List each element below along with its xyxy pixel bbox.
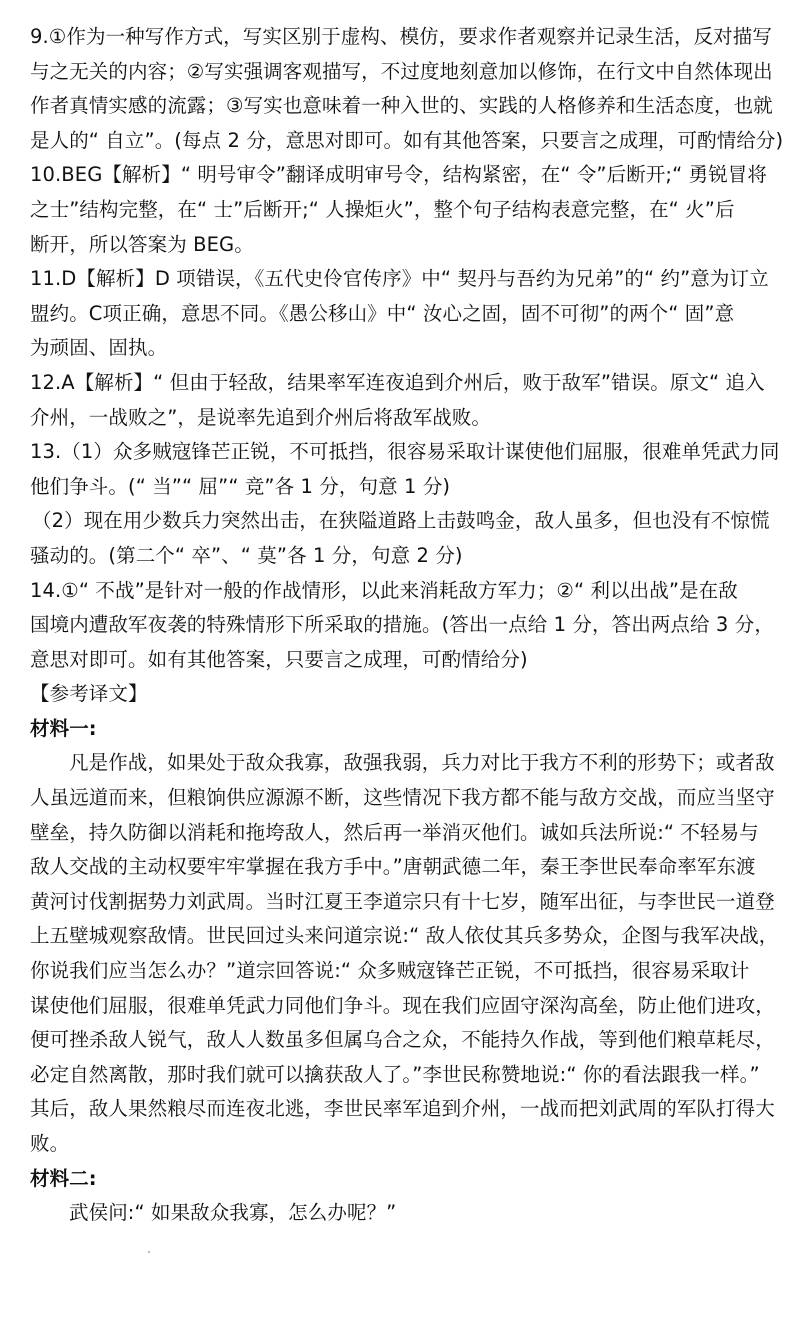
text-line: 9.①作为一种写作方式，写实区别于虚构、模仿，要求作者观察并记录生活，反对描写 bbox=[30, 25, 772, 48]
text-line: 必定自然离散，那时我们就可以擒获敌人了。”李世民称赞地说:“ 你的看法跟我一样。” bbox=[30, 1062, 760, 1086]
text-line: 国境内遭敌军夜袭的特殊情形下所采取的措施。(答出一点给 1 分，答出两点给 3 分， bbox=[30, 613, 774, 637]
text-line: 意思对即可。如有其他答案，只要言之成理，可酌情给分) bbox=[30, 647, 528, 671]
text-line: 便可挫杀敌人锐气，敌人人数虽多但属乌合之众，不能持久作战，等到他们粮草耗尽， bbox=[30, 1028, 775, 1052]
text-line: 盟约。C项正确，意思不同。《愚公移山》中“ 汝心之固，固不可彻”的两个“ 固”意 bbox=[30, 301, 735, 325]
paragraph-first-line: 武侯问:“ 如果敌众我寡，怎么办呢？” bbox=[69, 1201, 397, 1225]
scan-speck bbox=[148, 1251, 150, 1253]
text-line: 之士”结构完整，在“ 士”后断开;“ 人操炬火”，整个句子结构表意完整，在“ 火”后 bbox=[30, 197, 735, 221]
text-line: 10.BEG【解析】“ 明号审令”翻译成明审号令，结构紧密，在“ 令”后断开;“ 勇锐冒将 bbox=[30, 163, 767, 187]
text-line: 与之无关的内容；②写实强调客观描写，不过度地刻意加以修饰，在行文中自然体现出 bbox=[30, 59, 773, 83]
material-heading: 材料二: bbox=[30, 1166, 97, 1190]
text-line: 他们争斗。(“ 当”“ 屈”“ 竞”各 1 分，句意 1 分) bbox=[30, 474, 451, 498]
text-line: 黄河讨伐割据势力刘武周。当时江夏王李道宗只有十七岁，随军出征，与李世民一道登 bbox=[30, 889, 775, 913]
text-line: 谋使他们屈服，很难单凭武力同他们争斗。现在我们应固守深沟高垒，防止他们进攻， bbox=[30, 993, 775, 1017]
answer-key-page bbox=[30, 20, 784, 1231]
text-line: 断开，所以答案为 BEG。 bbox=[30, 232, 254, 256]
text-line: 是人的“ 自立”。(每点 2 分，意思对即可。如有其他答案，只要言之成理，可酌情给分) bbox=[30, 128, 784, 152]
text-line: 为顽固、固执。 bbox=[30, 336, 168, 360]
text-line: 骚动的。(第二个“ 卒”、“ 莫”各 1 分，句意 2 分) bbox=[30, 543, 463, 567]
material-heading: 材料一: bbox=[30, 716, 97, 740]
text-line: 14.①“ 不战”是针对一般的作战情形，以此来消耗敌方军力；②“ 利以出战”是在敌 bbox=[30, 578, 738, 602]
paragraph-first-line: 凡是作战，如果处于敌众我寡，敌强我弱，兵力对比于我方不利的形势下；或者敌 bbox=[69, 751, 775, 775]
text-line: 你说我们应当怎么办？”道宗回答说:“ 众多贼寇锋芒正锐，不可抵挡，很容易采取计 bbox=[30, 959, 750, 983]
text-line: 作者真情实感的流露；③写实也意味着一种入世的、实践的人格修养和生活态度，也就 bbox=[30, 94, 773, 118]
text-line: 败。 bbox=[30, 1132, 70, 1155]
text-line: 壁垒，持久防御以消耗和拖垮敌人，然后再一举消灭他们。诚如兵法所说:“ 不轻易与 bbox=[30, 820, 759, 844]
text-line: 上五壁城观察敌情。世民回过头来问道宗说:“ 敌人依仗其兵多势众，企图与我军决战， bbox=[30, 924, 779, 948]
text-line: 11.D【解析】D 项错误，《五代史伶官传序》中“ 契丹与吾约为兄弟”的“ 约”意为订立 bbox=[30, 267, 769, 291]
text-line: 敌人交战的主动权要牢牢掌握在我方手中。”唐朝武德二年，秦王李世民奉命率军东渡 bbox=[30, 855, 756, 879]
text-line: 13.（1）众多贼寇锋芒正锐，不可抵挡，很容易采取计谋使他们屈服，很难单凭武力同 bbox=[30, 440, 780, 464]
text-line: 其后，敌人果然粮尽而连夜北逃，李世民率军追到介州，一战而把刘武周的军队打得大 bbox=[30, 1097, 775, 1121]
text-line: 12.A【解析】“ 但由于轻敌，结果率军连夜追到介州后，败于敌军”错误。原文“ 追入 bbox=[30, 370, 765, 394]
section-heading: 【参考译文】 bbox=[30, 682, 148, 706]
text-line: 介州，一战败之”，是说率先追到介州后将敌军战败。 bbox=[30, 405, 492, 429]
text-line: 人虽远道而来，但粮饷供应源源不断，这些情况下我方都不能与敌方交战，而应当坚守 bbox=[30, 786, 775, 810]
text-line: （2）现在用少数兵力突然出击，在狭隘道路上击鼓鸣金，敌人虽多，但也没有不惊慌 bbox=[32, 509, 770, 533]
